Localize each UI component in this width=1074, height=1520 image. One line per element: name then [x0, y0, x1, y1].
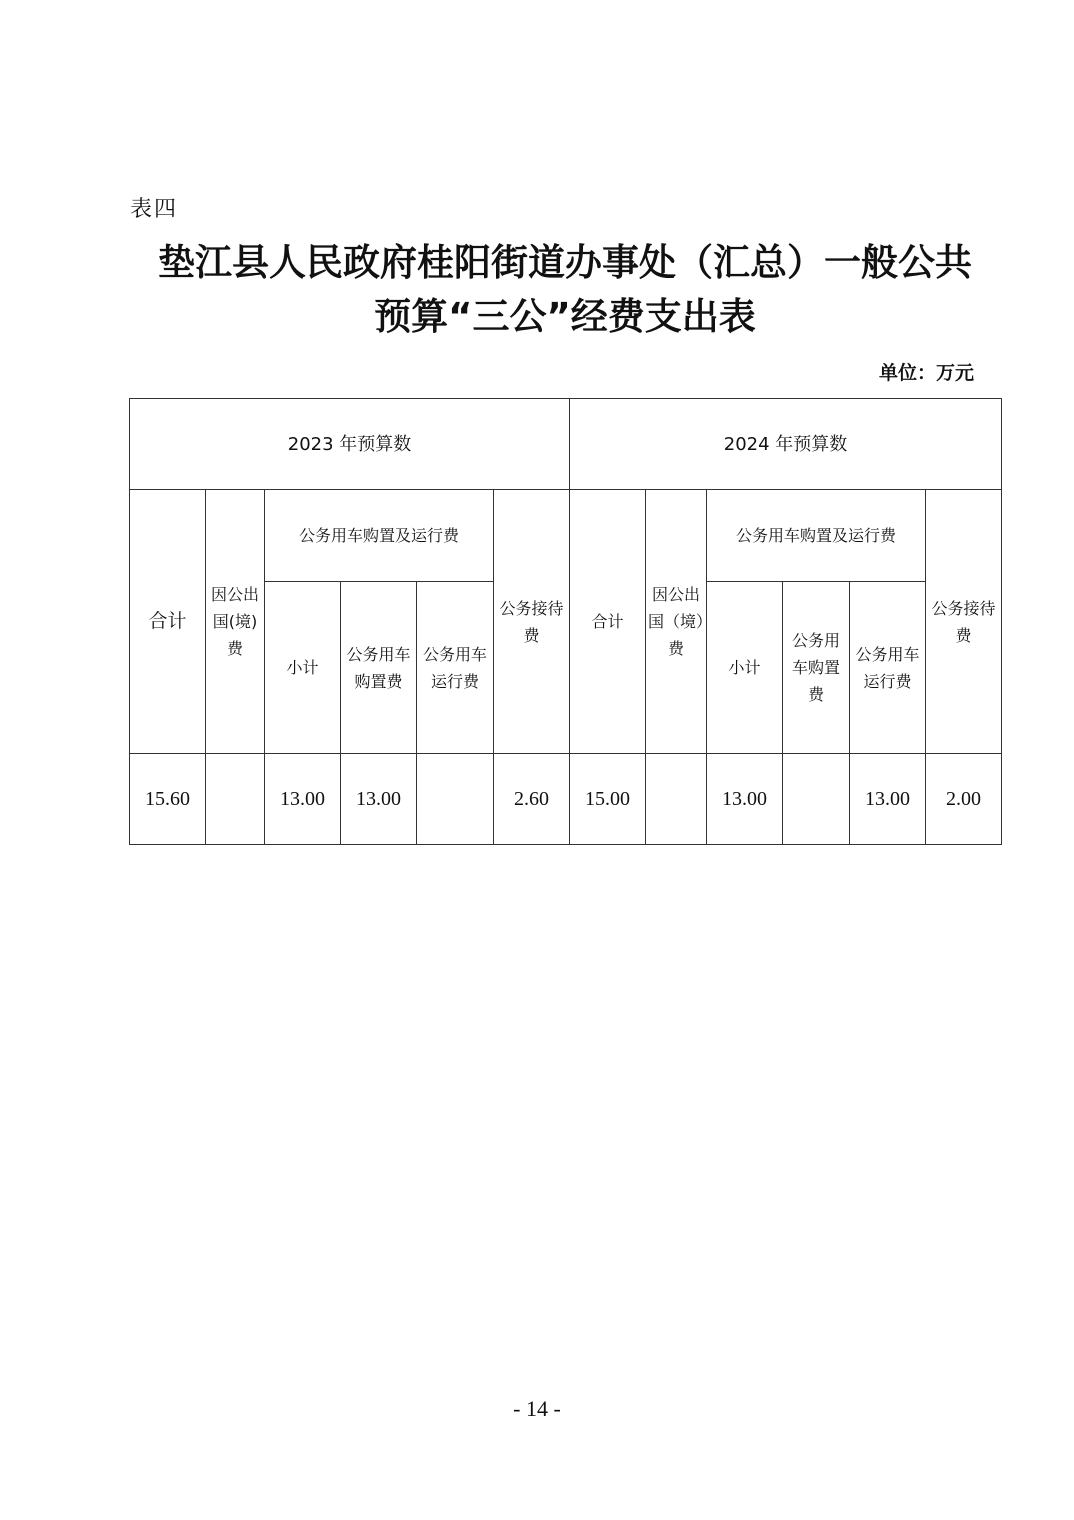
subtotal-header-2024: 小计 — [707, 582, 783, 754]
abroad-header-2023: 因公出国(境)费 — [206, 490, 265, 754]
vehicle-purchase-header-2024: 公务用车购置费 — [783, 582, 850, 754]
total-header-2023: 合计 — [130, 490, 206, 754]
subtotal-header-2023: 小计 — [265, 582, 341, 754]
value-subtotal-2023: 13.00 — [265, 754, 341, 845]
vehicle-operation-header-2023: 公务用车运行费 — [417, 582, 494, 754]
value-subtotal-2024: 13.00 — [707, 754, 783, 845]
vehicle-group-header-2023: 公务用车购置及运行费 — [265, 490, 494, 582]
value-abroad-2023 — [206, 754, 265, 845]
value-vehicle-purchase-2023: 13.00 — [341, 754, 417, 845]
abroad-header-2024: 因公出国（境）费 — [646, 490, 707, 754]
unit-label: 单位：万元 — [878, 362, 974, 384]
vehicle-operation-header-2024: 公务用车运行费 — [850, 582, 926, 754]
value-vehicle-operation-2023 — [417, 754, 494, 845]
values-row — [130, 754, 1002, 845]
value-vehicle-operation-2024: 13.00 — [850, 754, 926, 845]
value-total-2023: 15.60 — [130, 754, 206, 845]
table-label: 表四 — [130, 197, 179, 222]
budget-table — [129, 398, 1002, 845]
value-vehicle-purchase-2024 — [783, 754, 850, 845]
year-2023-header: 2023 年预算数 — [130, 399, 570, 490]
document-title-line2: 预算“三公”经费支出表 — [374, 295, 756, 338]
value-abroad-2024 — [646, 754, 707, 845]
year-2024-header: 2024 年预算数 — [570, 399, 1002, 490]
vehicle-purchase-header-2023: 公务用车购置费 — [341, 582, 417, 754]
vehicle-group-header-2024: 公务用车购置及运行费 — [707, 490, 926, 582]
document-title-line1: 垫江县人民政府桂阳街道办事处（汇总）一般公共 — [158, 241, 972, 284]
total-header-2024: 合计 — [570, 490, 646, 754]
value-reception-2024: 2.00 — [926, 754, 1002, 845]
category-header-row — [130, 490, 1002, 582]
page-number: - 14 - — [513, 1396, 561, 1421]
value-total-2024: 15.00 — [570, 754, 646, 845]
reception-header-2024: 公务接待费 — [926, 490, 1002, 754]
year-header-row — [130, 399, 1002, 490]
value-reception-2023: 2.60 — [494, 754, 570, 845]
reception-header-2023: 公务接待费 — [494, 490, 570, 754]
